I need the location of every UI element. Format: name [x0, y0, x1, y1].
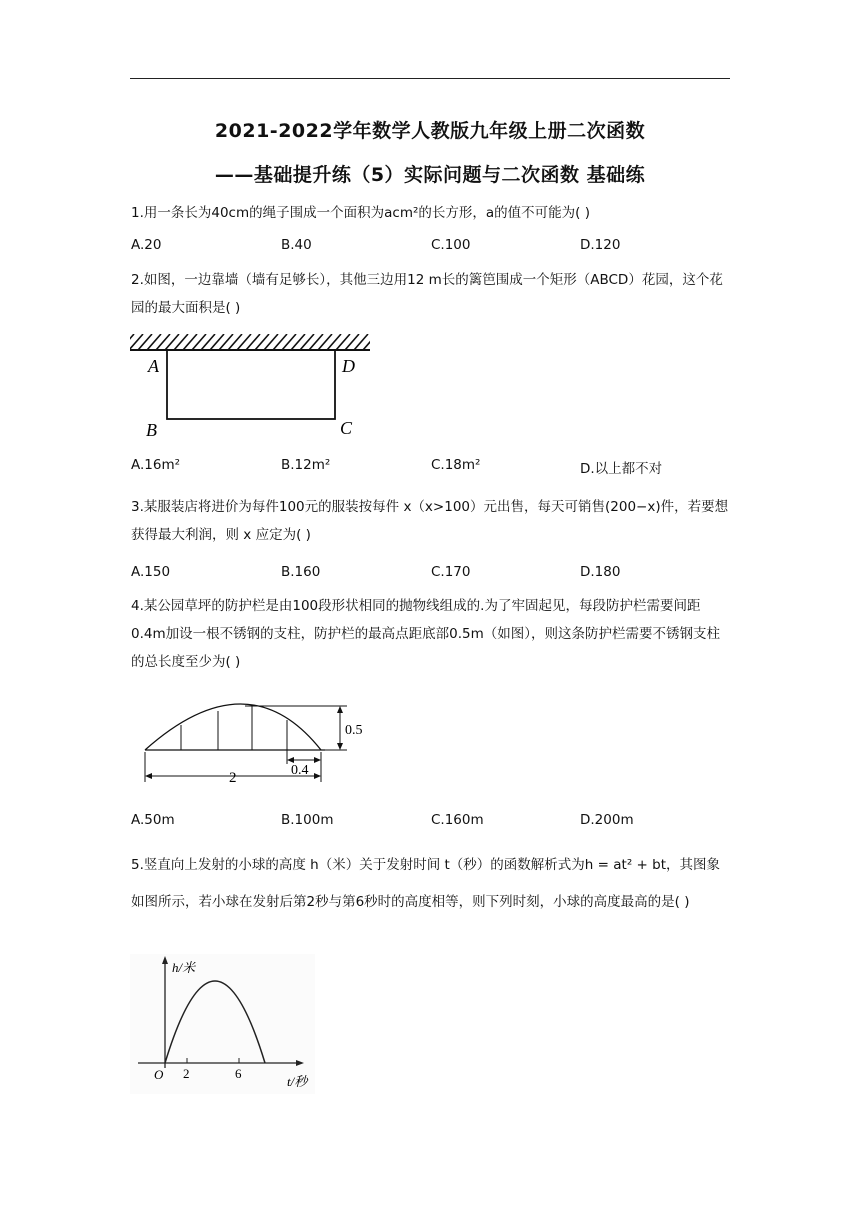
- question-1-options: [131, 237, 731, 257]
- garden-rectangle-figure: [130, 334, 370, 444]
- option-b: B.160: [281, 564, 321, 580]
- option-c: C.100: [431, 237, 471, 253]
- label-c: C: [340, 418, 353, 438]
- label-width: 2: [229, 770, 237, 786]
- label-a: A: [148, 356, 159, 376]
- question-2-text: 2.如图，一边靠墙（墙有足够长），其他三边用12 m长的篱笆围成一个矩形（ABCD）花园，这个花园的最大面积是( ): [131, 272, 723, 316]
- question-4-options: [131, 812, 731, 832]
- option-a: A.20: [131, 237, 162, 253]
- parabola-fence-figure: [135, 698, 375, 788]
- option-d: D.200m: [580, 812, 634, 828]
- header-rule: [130, 78, 730, 79]
- y-axis-label: h/米: [172, 960, 196, 975]
- height-time-graph: [130, 954, 315, 1094]
- tick-2-label: 2: [183, 1066, 190, 1081]
- question-1-text: 1.用一条长为40cm的绳子围成一个面积为acm²的长方形，a的值不可能为( ): [131, 205, 590, 221]
- page-subtitle: ——基础提升练（5）实际问题与二次函数 基础练: [214, 164, 646, 186]
- label-height: 0.5: [345, 723, 363, 738]
- option-b: B.12m²: [281, 457, 331, 473]
- option-a: A.150: [131, 564, 171, 580]
- question-2-options: [131, 457, 731, 477]
- page-title: 2021-2022学年数学人教版九年级上册二次函数: [214, 120, 646, 142]
- label-b: B: [146, 420, 157, 440]
- question-3-text: 3.某服装店将进价为每件100元的服装按每件 x（x>100）元出售，每天可销售(200−x)件，若要想获得最大利润，则 x 应定为( ): [131, 499, 729, 543]
- question-4-text: 4.某公园草坪的防护栏是由100段形状相同的抛物线组成的.为了牢固起见，每段防护栏需要间距0.4m加设一根不锈钢的支柱，防护栏的最高点距底部0.5m（如图），则这条防护栏需要不锈钢支柱的总长度至少为( ): [131, 598, 720, 670]
- tick-6-label: 6: [235, 1066, 242, 1081]
- option-c: C.160m: [431, 812, 484, 828]
- option-c: C.170: [431, 564, 471, 580]
- x-axis-label: t/秒: [287, 1074, 308, 1089]
- label-spacing: 0.4: [291, 763, 309, 778]
- question-5-text: 5.竖直向上发射的小球的高度 h（米）关于发射时间 t（秒）的函数解析式为h = at² + bt，其图象如图所示，若小球在发射后第2秒与第6秒时的高度相等，则下列时刻，小球的高度最高的是( ): [131, 857, 720, 910]
- option-b: B.40: [281, 237, 312, 253]
- option-a: A.16m²: [131, 457, 181, 473]
- label-d: D: [342, 356, 355, 376]
- option-d: D.180: [580, 564, 621, 580]
- option-c: C.18m²: [431, 457, 481, 473]
- option-d: D.120: [580, 237, 621, 253]
- origin-label: O: [154, 1067, 164, 1082]
- option-a: A.50m: [131, 812, 175, 828]
- option-b: B.100m: [281, 812, 334, 828]
- option-d: D.以上都不对: [580, 461, 663, 477]
- question-3-options: [131, 564, 731, 584]
